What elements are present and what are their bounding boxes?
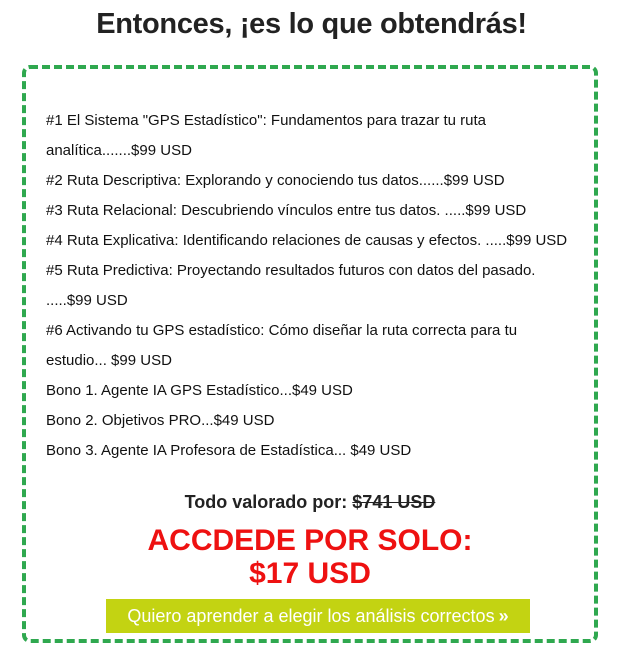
old-price: $741 USD — [352, 492, 436, 512]
list-item: Bono 3. Agente IA Profesora de Estadística... $49 USD — [46, 442, 412, 459]
total-value-label: Todo valorado por: — [184, 492, 353, 512]
list-item: Bono 2. Objetivos PRO...$49 USD — [46, 412, 275, 429]
list-item: #1 El Sistema "GPS Estadístico": Fundamentos para trazar tu ruta analítica.......$99 USD — [46, 112, 487, 159]
cta-label: Quiero aprender a elegir los análisis correctos — [127, 606, 495, 626]
list-item: #2 Ruta Descriptiva: Explorando y conociendo tus datos......$99 USD — [46, 172, 505, 189]
item-list — [46, 106, 582, 466]
offer-amount: $17 USD — [249, 557, 371, 590]
list-item: Bono 1. Agente IA GPS Estadístico...$49 USD — [46, 382, 353, 399]
page-title: Entonces, ¡es lo que obtendrás! — [96, 8, 527, 40]
double-chevron-right-icon: » — [498, 606, 509, 626]
offer-headline: ACCDEDE POR SOLO: — [147, 524, 473, 557]
total-value — [26, 492, 594, 513]
list-item: #4 Ruta Explicativa: Identificando relaciones de causas y efectos. .....$99 USD — [46, 232, 568, 249]
list-item: #5 Ruta Predictiva: Proyectando resultados futuros con datos del pasado. .....$99 USD — [46, 262, 536, 309]
list-item: #6 Activando tu GPS estadístico: Cómo diseñar la ruta correcta para tu estudio... $99 USD — [46, 322, 518, 369]
offer-price — [26, 524, 594, 590]
offer-box — [22, 65, 598, 643]
list-item: #3 Ruta Relacional: Descubriendo vínculos entre tus datos. .....$99 USD — [46, 202, 527, 219]
cta-button[interactable] — [106, 599, 530, 633]
